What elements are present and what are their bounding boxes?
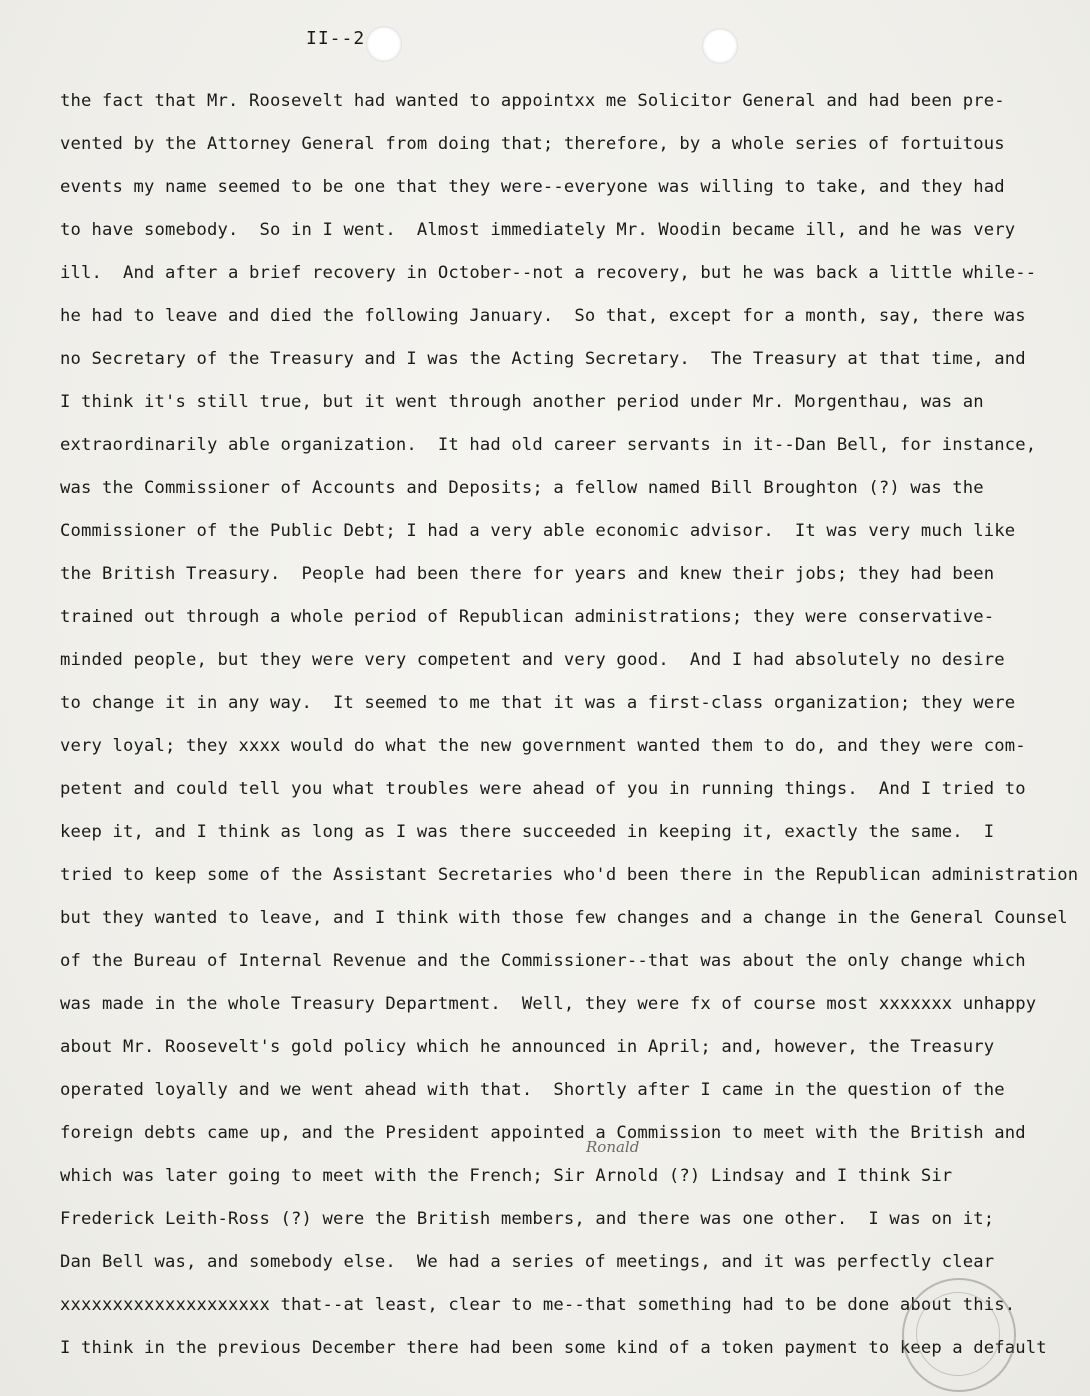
text-line: of the Bureau of Internal Revenue and the Commissioner--that was about the only change which bbox=[60, 951, 1026, 971]
text-line: extraordinarily able organization. It had old career servants in it--Dan Bell, for instance, bbox=[60, 435, 1037, 455]
text-line: he had to leave and died the following January. So that, except for a month, say, there was bbox=[60, 306, 1026, 326]
text-line: events my name seemed to be one that they were--everyone was willing to take, and they had bbox=[60, 177, 1005, 197]
text-line: I think it's still true, but it went through another period under Mr. Morgenthau, was an bbox=[60, 392, 984, 412]
archive-stamp-ring bbox=[916, 1292, 1000, 1376]
text-line: tried to keep some of the Assistant Secretaries who'd been there in the Republican administration bbox=[60, 865, 1079, 885]
punch-hole-left bbox=[366, 26, 402, 62]
text-line: ill. And after a brief recovery in October--not a recovery, but he was back a little while-- bbox=[60, 263, 1037, 283]
text-line: foreign debts came up, and the President appointed a Commission to meet with the British and bbox=[60, 1123, 1026, 1143]
text-line: xxxxxxxxxxxxxxxxxxxx that--at least, clear to me--that something had to be done about this. bbox=[60, 1295, 1016, 1315]
archive-stamp bbox=[902, 1278, 1016, 1392]
page-number: II--2 bbox=[306, 28, 366, 49]
text-line: Commissioner of the Public Debt; I had a very able economic advisor. It was very much like bbox=[60, 521, 1016, 541]
punch-hole-right bbox=[702, 28, 738, 64]
text-line: Frederick Leith-Ross (?) were the British members, and there was one other. I was on it; bbox=[60, 1209, 995, 1229]
text-line: I think in the previous December there had been some kind of a token payment to keep a default bbox=[60, 1338, 1047, 1358]
text-line: which was later going to meet with the French; Sir Arnold (?) Lindsay and I think Sir bbox=[60, 1166, 953, 1186]
text-line: petent and could tell you what troubles were ahead of you in running things. And I tried to bbox=[60, 779, 1026, 799]
text-line: the fact that Mr. Roosevelt had wanted to appointxx me Solicitor General and had been pre- bbox=[60, 91, 1005, 111]
text-line: about Mr. Roosevelt's gold policy which he announced in April; and, however, the Treasury bbox=[60, 1037, 995, 1057]
text-line: to change it in any way. It seemed to me that it was a first-class organization; they were bbox=[60, 693, 1016, 713]
text-line: was made in the whole Treasury Department. Well, they were fx of course most xxxxxxx unhappy bbox=[60, 994, 1037, 1014]
text-line: Dan Bell was, and somebody else. We had a series of meetings, and it was perfectly clear bbox=[60, 1252, 995, 1272]
text-line: was the Commissioner of Accounts and Deposits; a fellow named Bill Broughton (?) was the bbox=[60, 478, 984, 498]
text-line: operated loyally and we went ahead with that. Shortly after I came in the question of the bbox=[60, 1080, 1005, 1100]
text-line: minded people, but they were very competent and very good. And I had absolutely no desire bbox=[60, 650, 1005, 670]
text-line: but they wanted to leave, and I think with those few changes and a change in the General Counsel bbox=[60, 908, 1068, 928]
text-line: keep it, and I think as long as I was there succeeded in keeping it, exactly the same. I bbox=[60, 822, 995, 842]
text-line: trained out through a whole period of Republican administrations; they were conservative- bbox=[60, 607, 995, 627]
text-line: to have somebody. So in I went. Almost immediately Mr. Woodin became ill, and he was very bbox=[60, 220, 1016, 240]
text-line: no Secretary of the Treasury and I was the Acting Secretary. The Treasury at that time, and bbox=[60, 349, 1026, 369]
text-line: the British Treasury. People had been there for years and knew their jobs; they had been bbox=[60, 564, 995, 584]
text-line: very loyal; they xxxx would do what the new government wanted them to do, and they were com- bbox=[60, 736, 1026, 756]
handwritten-annotation: Ronald bbox=[586, 1138, 640, 1156]
text-line: vented by the Attorney General from doing that; therefore, by a whole series of fortuitous bbox=[60, 134, 1005, 154]
